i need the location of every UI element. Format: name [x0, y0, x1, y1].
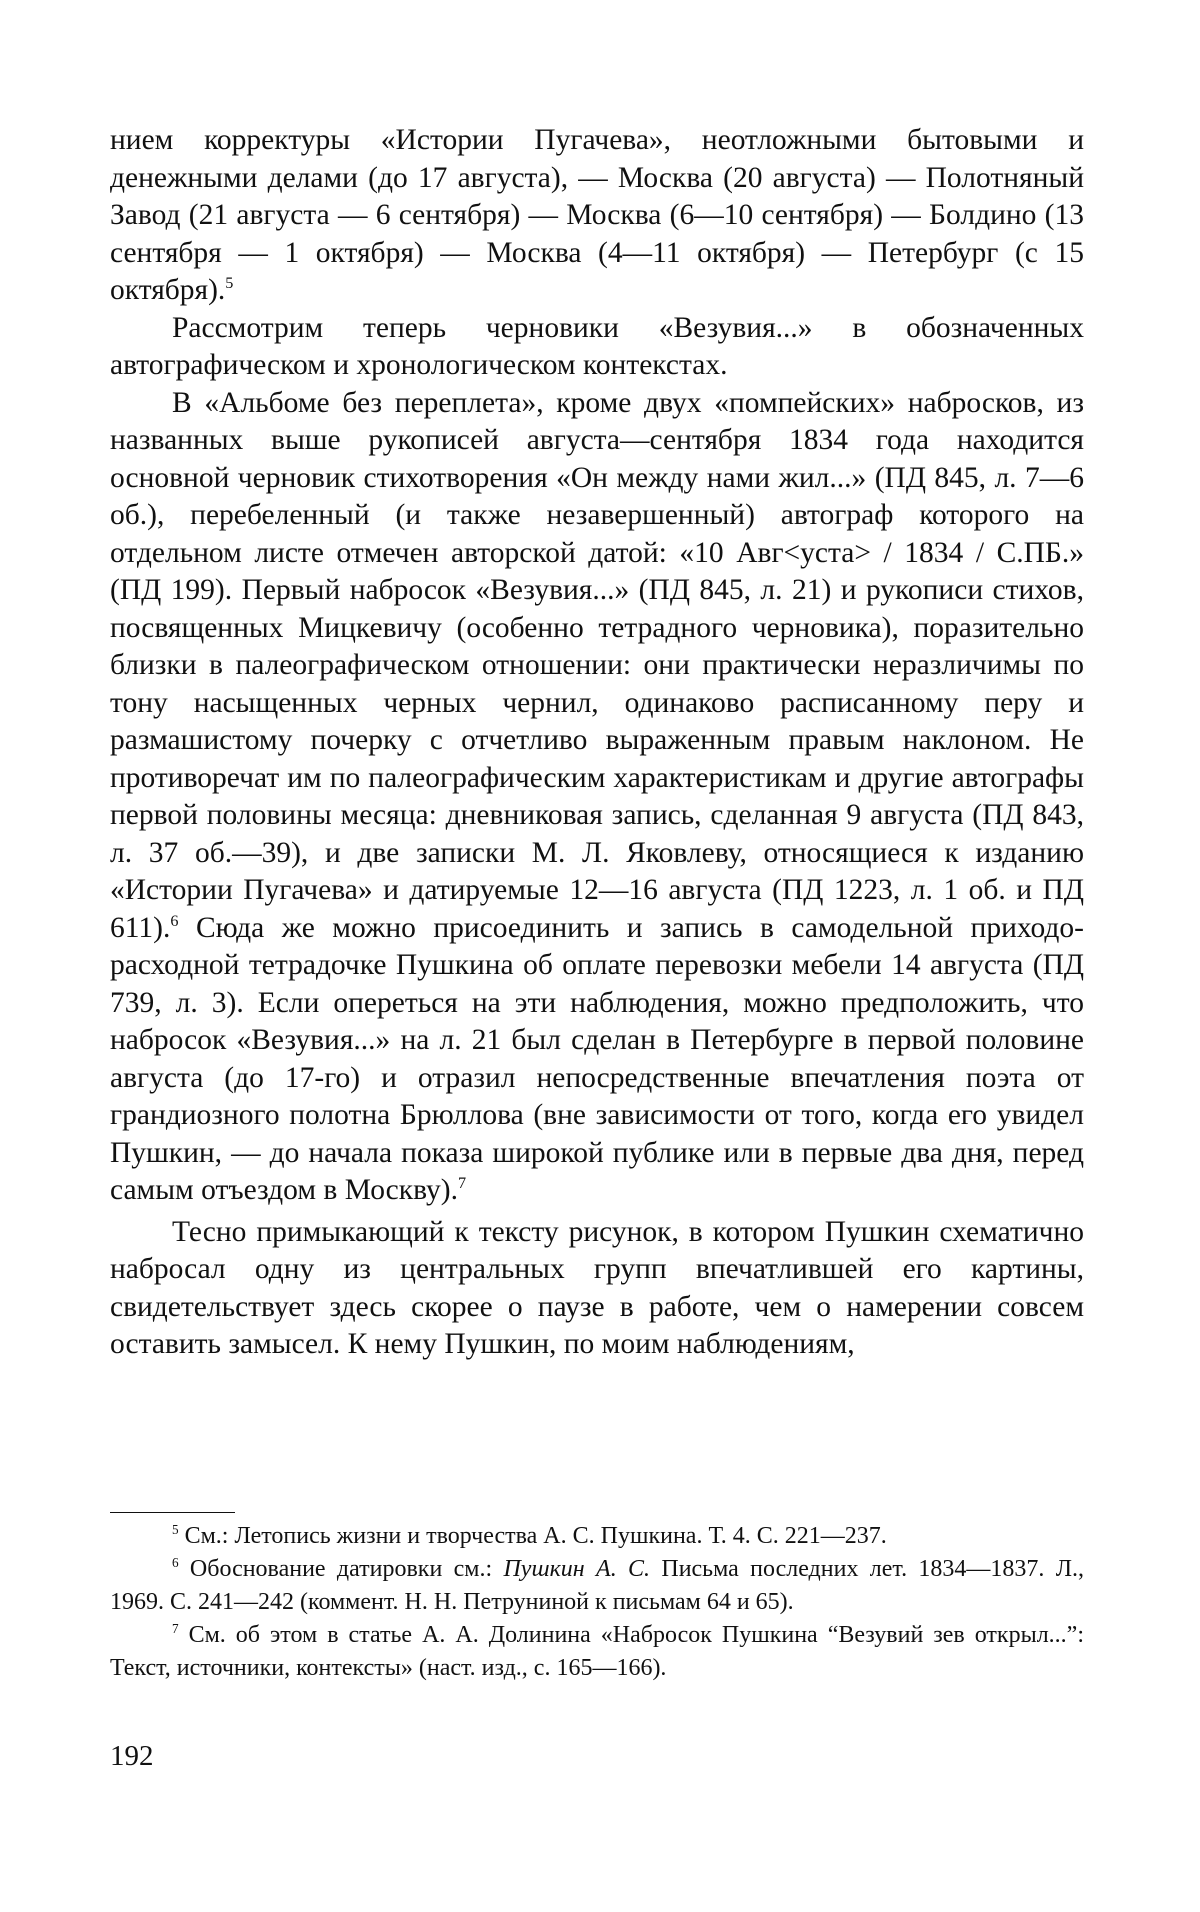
- footnote-7: [110, 1619, 1084, 1685]
- footnote-ref-7[interactable]: 7: [457, 1174, 467, 1193]
- footnote-divider: [110, 1512, 235, 1513]
- paragraph-3: [110, 385, 1084, 1210]
- footnote-5-text: См.: Летопись жизни и творчества А. С. Пушкина. Т. 4. С. 221—237.: [184, 1523, 887, 1549]
- paragraph-1: [110, 122, 1084, 310]
- footnote-5: [110, 1520, 1084, 1553]
- page-number: 192: [110, 1740, 154, 1772]
- main-text: [110, 122, 1084, 1364]
- footnote-6-author: Пушкин А. С.: [503, 1556, 651, 1582]
- footnote-6-number: 6: [172, 1555, 179, 1570]
- paragraph-3-text: В «Альбоме без переплета», кроме двух «помпейских» набросков, из названных выше рукописей августа—сентября 1834 года находится основной черновик стихотворения «Он между нами жил...» (ПД 845, л. 7—6 об.), перебеленный (и также незавершенный) автограф которого на отдельном листе отмечен авторской датой: «10 Авг<уста> / 1834 / С.ПБ.» (ПД 199). Первый набросок «Везувия...» (ПД 845, л. 21) и рукописи стихов, посвященных Мицкевичу (особенно тетрадного черновика), поразительно близки в палеографическом отношении: они практически неразличимы по тону насыщенных черных чернил, одинаково расписанному перу и размашистому почерку с отчетливо выраженным правым наклоном. Не противоречат им по палеографическим характеристикам и другие автографы первой половины месяца: дневниковая запись, сделанная 9 августа (ПД 843, л. 37 об.—39), и две записки М. Л. Яковлеву, относящиеся к изданию «Истории Пугачева» и датируемые 12—16 августа (ПД 1223, л. 1 об. и ПД 611).: [110, 386, 1084, 944]
- paragraph-3-text-continued: Сюда же можно присоединить и запись в самодельной приходо-расходной тетрадочке Пушкина об оплате перевозки мебели 14 августа (ПД 739, л. 3). Если опереться на эти наблюдения, можно предположить, что набросок «Везувия...» на л. 21 был сделан в Петербурге в первой половине августа (до 17-го) и отразил непосредственные впечатления поэта от грандиозного полотна Брюллова (вне зависимости от того, когда его увидел Пушкин, — до начала показа широкой публике или в первые два дня, перед самым отъездом в Москву).: [110, 911, 1084, 1206]
- paragraph-2: [110, 310, 1084, 385]
- footnote-ref-5[interactable]: 5: [225, 274, 234, 293]
- footnote-6-text-start: Обоснование датировки см.:: [189, 1556, 504, 1582]
- paragraph-1-text: нием корректуры «Истории Пугачева», неотложными бытовыми и денежными делами (до 17 августа), — Москва (20 августа) — Полотняный Завод (21 августа — 6 сентября) — Москва (6—10 сентября) — Болдино (13 сентября — 1 октября) — Москва (4—11 октября) — Петербург (с 15 октября).: [110, 124, 1084, 306]
- paragraph-4: [110, 1214, 1084, 1364]
- footnote-6: [110, 1553, 1084, 1619]
- footnote-5-number: 5: [172, 1522, 179, 1537]
- paragraph-4-text: Тесно примыкающий к тексту рисунок, в котором Пушкин схематично набросал одну из центральных групп впечатлившей его картины, свидетельствует здесь скорее о паузе в работе, чем о намерении совсем оставить замысел. К нему Пушкин, по моим наблюдениям,: [110, 1215, 1084, 1360]
- footnote-ref-6[interactable]: 6: [170, 911, 179, 930]
- paragraph-2-text: Рассмотрим теперь черновики «Везувия...» в обозначенных автографическом и хронологическом контекстах.: [110, 311, 1084, 381]
- footnote-7-text: См. об этом в статье А. А. Долинина «Набросок Пушкина “Везувий зев открыл...”: Текст, источники, контексты» (наст. изд., с. 165—166).: [110, 1622, 1085, 1681]
- footnote-7-number: 7: [172, 1621, 179, 1636]
- footnotes: [110, 1520, 1084, 1685]
- footnote-6-text-end: Письма последних лет. 1834—1837. Л., 1969. С. 241—242 (коммент. Н. Н. Петруниной к письмам 64 и 65).: [110, 1556, 1085, 1615]
